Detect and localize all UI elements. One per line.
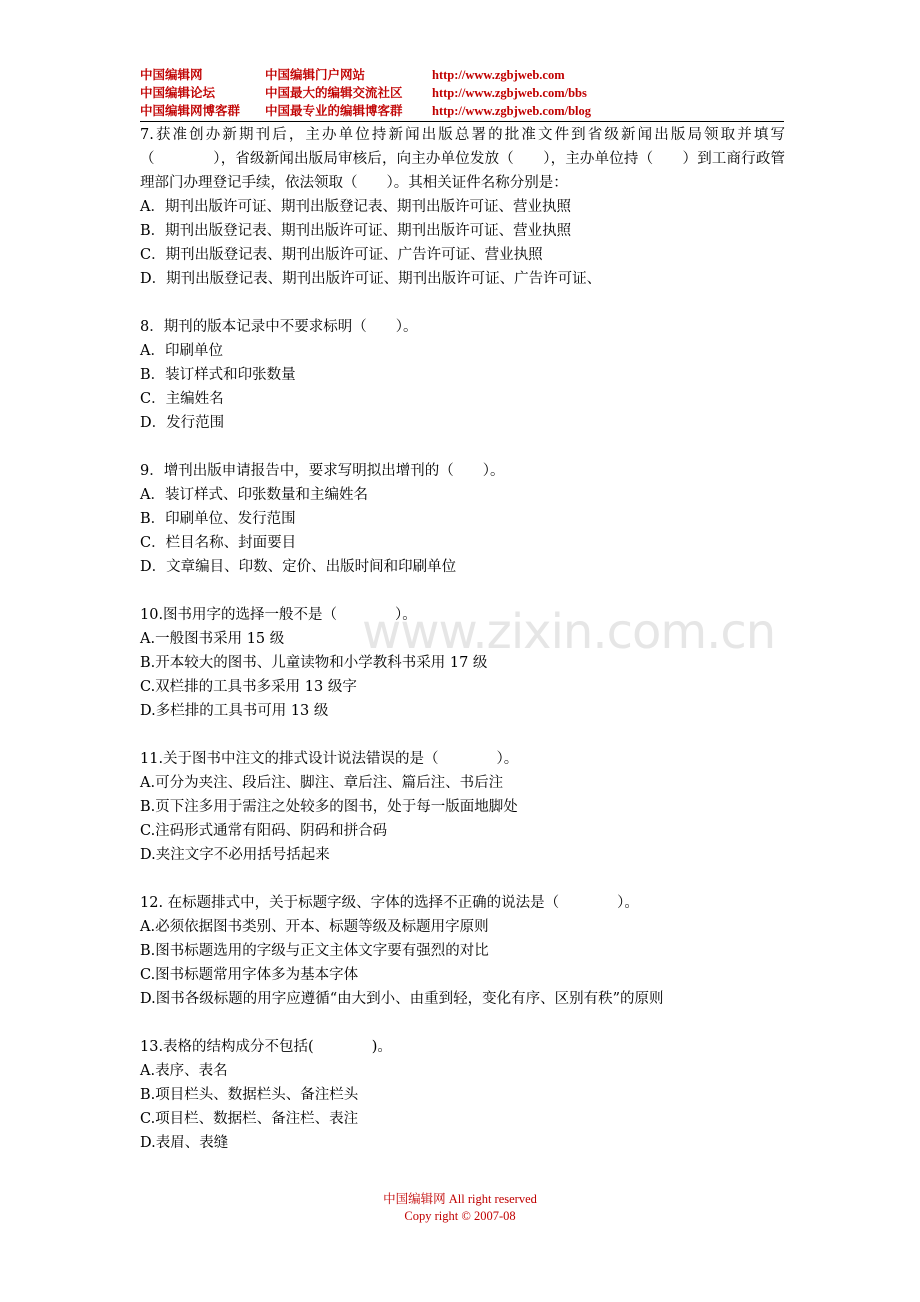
option-a: A.表序、表名 bbox=[140, 1063, 228, 1079]
footer-copyright: Copy right © 2007-08 bbox=[404, 1209, 516, 1223]
option-a: A.一般图书采用 15 级 bbox=[140, 631, 285, 647]
option-d: D.夹注文字不必用括号括起来 bbox=[140, 847, 330, 863]
option-b: B．印刷单位、发行范围 bbox=[140, 511, 296, 527]
header-blog-name: 中国编辑网博客群 bbox=[140, 103, 241, 118]
option-a: A．装订样式、印张数量和主编姓名 bbox=[140, 487, 368, 503]
header-forum-url[interactable]: http://www.zgbjweb.com/bbs bbox=[432, 86, 587, 100]
option-b: B.图书标题选用的字级与正文主体文字要有强烈的对比 bbox=[140, 943, 489, 959]
question-list bbox=[140, 123, 785, 1155]
option-c: C.注码形式通常有阳码、阴码和拼合码 bbox=[140, 823, 388, 839]
header-site-name: 中国编辑网 bbox=[140, 67, 203, 82]
header-site-url[interactable]: http://www.zgbjweb.com bbox=[432, 68, 565, 82]
header-forum-name: 中国编辑论坛 bbox=[140, 85, 216, 100]
header-row bbox=[140, 102, 785, 120]
header-blog-desc: 中国最专业的编辑博客群 bbox=[265, 103, 403, 118]
option-c: C.项目栏、数据栏、备注栏、表注 bbox=[140, 1111, 359, 1127]
option-b: B.开本较大的图书、儿童读物和小学教科书采用 17 级 bbox=[140, 655, 488, 671]
question-stem: 13.表格的结构成分不包括( )。 bbox=[140, 1039, 392, 1055]
option-d: D.多栏排的工具书可用 13 级 bbox=[140, 703, 329, 719]
option-b: B．期刊出版登记表、期刊出版许可证、期刊出版许可证、营业执照 bbox=[140, 223, 572, 239]
question-7 bbox=[140, 123, 785, 291]
site-header bbox=[140, 66, 785, 120]
header-site-desc: 中国编辑门户网站 bbox=[265, 67, 366, 82]
option-d: D．期刊出版登记表、期刊出版许可证、期刊出版许可证、广告许可证、 bbox=[140, 271, 602, 287]
question-stem: 10.图书用字的选择一般不是（ ）。 bbox=[140, 607, 417, 623]
option-b: B.页下注多用于需注之处较多的图书，处于每一版面地脚处 bbox=[140, 799, 518, 815]
question-12 bbox=[140, 891, 785, 1011]
header-row bbox=[140, 66, 785, 84]
option-b: B．装订样式和印张数量 bbox=[140, 367, 296, 383]
question-8 bbox=[140, 315, 785, 435]
question-stem: 12. 在标题排式中，关于标题字级、字体的选择不正确的说法是（ ）。 bbox=[140, 895, 639, 911]
option-c: C.双栏排的工具书多采用 13 级字 bbox=[140, 679, 357, 695]
question-stem: 8．期刊的版本记录中不要求标明（ ）。 bbox=[140, 319, 418, 335]
option-a: A．印刷单位 bbox=[140, 343, 223, 359]
option-a: A．期刊出版许可证、期刊出版登记表、期刊出版许可证、营业执照 bbox=[140, 199, 571, 215]
question-9 bbox=[140, 459, 785, 579]
watermark: www.zixin.com.cn bbox=[362, 604, 776, 660]
option-a: A.可分为夹注、段后注、脚注、章后注、篇后注、书后注 bbox=[140, 775, 504, 791]
option-a: A.必须依据图书类别、开本、标题等级及标题用字原则 bbox=[140, 919, 489, 935]
option-d: D．发行范围 bbox=[140, 415, 225, 431]
option-c: C．期刊出版登记表、期刊出版许可证、广告许可证、营业执照 bbox=[140, 247, 543, 263]
option-d: D．文章编目、印数、定价、出版时间和印刷单位 bbox=[140, 559, 457, 575]
option-c: C.图书标题常用字体多为基本字体 bbox=[140, 967, 359, 983]
question-stem: 11.关于图书中注文的排式设计说法错误的是（ ）。 bbox=[140, 751, 519, 767]
question-11 bbox=[140, 747, 785, 867]
header-blog-url[interactable]: http://www.zgbjweb.com/blog bbox=[432, 104, 592, 118]
footer-rights: 中国编辑网 All right reserved bbox=[383, 1192, 537, 1206]
question-13 bbox=[140, 1035, 785, 1155]
header-divider bbox=[140, 121, 784, 122]
option-c: C．主编姓名 bbox=[140, 391, 224, 407]
option-d: D.表眉、表缝 bbox=[140, 1135, 229, 1151]
option-b: B.项目栏头、数据栏头、备注栏头 bbox=[140, 1087, 359, 1103]
option-c: C．栏目名称、封面要目 bbox=[140, 535, 297, 551]
question-stem: 9．增刊出版申请报告中，要求写明拟出增刊的（ ）。 bbox=[140, 463, 505, 479]
option-d: D.图书各级标题的用字应遵循“由大到小、由重到轻，变化有序、区别有秩”的原则 bbox=[140, 991, 664, 1007]
question-stem: 7.获准创办新期刊后，主办单位持新闻出版总署的批准文件到省级新闻出版局领取并填写（ ），省级新闻出版局审核后，向主办单位发放（ ），主办单位持（ ）到工商行政管理部门办理登记手续，依法领取（ ）。其相关证件名称分别是： bbox=[140, 127, 785, 191]
header-forum-desc: 中国最大的编辑交流社区 bbox=[265, 85, 403, 100]
page-footer bbox=[0, 1191, 920, 1225]
header-row bbox=[140, 84, 785, 102]
question-10 bbox=[140, 603, 785, 723]
